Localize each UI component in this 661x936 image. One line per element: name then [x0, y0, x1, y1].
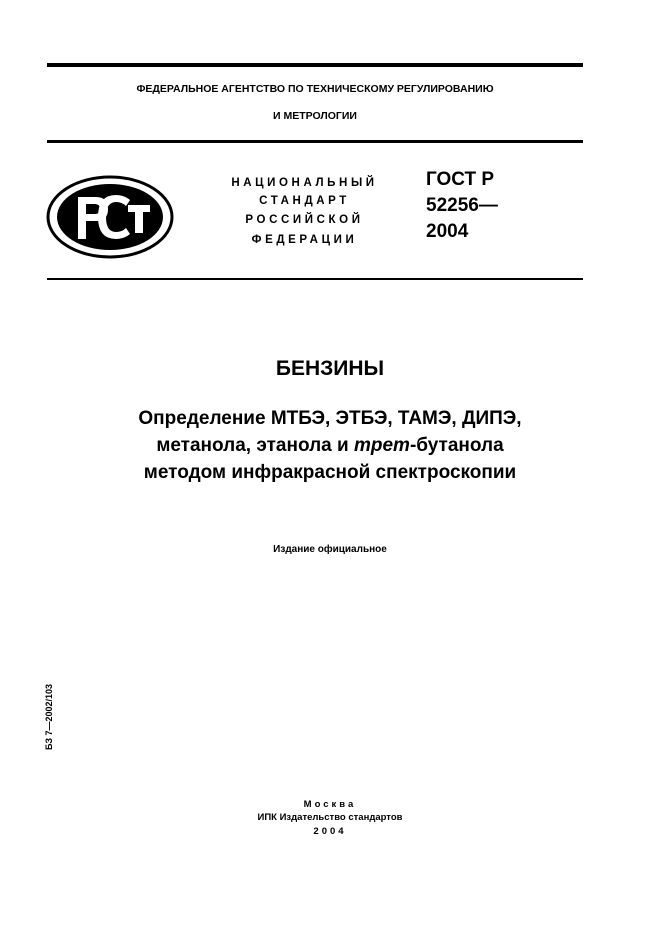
gost-line-3: 2004 [426, 221, 469, 242]
agency-line-2: И МЕТРОЛОГИИ [273, 110, 357, 122]
national-line-2: СТАНДАРТ [259, 195, 350, 207]
imprint-publisher: ИПК Издательство стандартов [257, 812, 403, 823]
document-subtitle [47, 405, 613, 486]
subtitle-line-2 [47, 432, 613, 459]
imprint-year: 2004 [313, 826, 347, 837]
subtitle-line-3: методом инфракрасной спектроскопии [143, 462, 517, 483]
top-rule [47, 63, 583, 67]
edition-label: Издание официальное [273, 544, 387, 555]
agency-line-1: ФЕДЕРАЛЬНОЕ АГЕНТСТВО ПО ТЕХНИЧЕСКОМУ РЕГУЛИРОВАНИЮ [136, 83, 494, 95]
header-rule [47, 140, 583, 143]
side-code: БЗ 7—2002/103 [44, 683, 54, 751]
subtitle-line-2-a: метанола, этанола и [156, 435, 354, 456]
imprint-city: Москва [303, 799, 357, 810]
subtitle-line-1: Определение МТБЭ, ЭТБЭ, ТАМЭ, ДИПЭ, [138, 408, 522, 429]
gost-line-1: ГОСТ Р [426, 169, 495, 190]
gost-line-2: 52256— [426, 195, 498, 216]
national-line-3: РОССИЙСКОЙ [245, 214, 364, 226]
document-title: БЕНЗИНЫ [275, 357, 385, 380]
subtitle-line-2-italic: трет [353, 435, 410, 456]
national-line-4: ФЕДЕРАЦИИ [251, 234, 358, 246]
national-line-1: НАЦИОНАЛЬНЫЙ [231, 177, 378, 189]
subtitle-line-2-b: -бутанола [409, 435, 504, 456]
rst-logo-icon [46, 175, 174, 259]
standard-rule [47, 278, 583, 280]
